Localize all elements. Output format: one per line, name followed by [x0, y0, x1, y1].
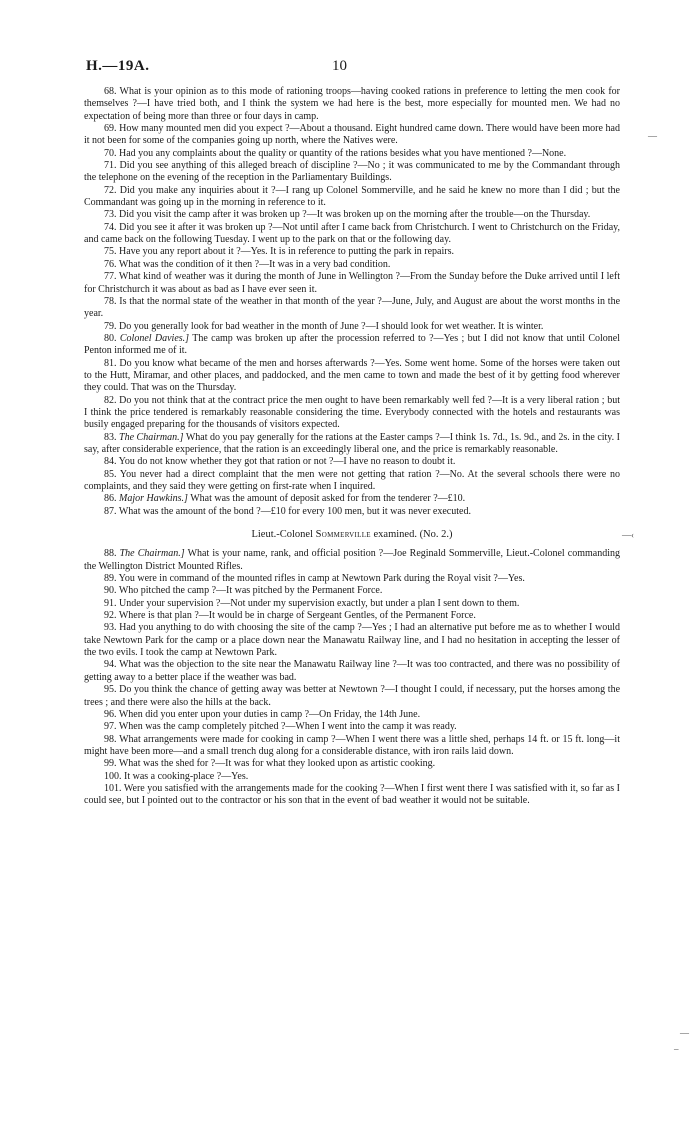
question-number: 96. [104, 708, 117, 720]
question-number: 99. [104, 758, 117, 770]
evidence-paragraph [84, 659, 620, 684]
evidence-paragraph [84, 573, 620, 585]
evidence-paragraph [84, 86, 620, 123]
paragraph-text: When was the camp completely pitched ?—When I went into the camp it was ready. [118, 721, 457, 733]
question-number: 73. [104, 209, 117, 221]
question-number: 76. [104, 258, 117, 270]
paragraph-text: What kind of weather was it during the month of June in Wellington ?—From the Sunday before the Duke arrived until I left for Christchurch it was about as bad as I have ever seen it. [84, 271, 620, 295]
paragraph-text: When did you enter upon your duties in camp ?—On Friday, the 14th June. [118, 708, 421, 720]
question-number: 88. [104, 548, 117, 560]
evidence-paragraph [84, 148, 620, 160]
document-reference: H.—19A. [86, 58, 150, 74]
question-number: 78. [104, 295, 117, 307]
evidence-paragraph [84, 721, 620, 733]
paragraph-text: Were you satisfied with the arrangements made for the cooking ?—When I first went there I was satisfied with it, so far as I could see, but I pointed out to the contractor or his son that in the event of bad weather it would not be suitable. [84, 782, 620, 807]
evidence-paragraph [84, 321, 620, 333]
evidence-paragraph [84, 395, 620, 432]
question-number: 92. [104, 610, 117, 622]
question-number: 91. [104, 597, 117, 609]
question-number: 83. [104, 431, 117, 443]
question-number: 70. [104, 147, 117, 159]
margin-mark: – [674, 1044, 679, 1054]
evidence-paragraph [84, 123, 620, 148]
question-number: 75. [104, 246, 117, 258]
paragraph-text: What was the objection to the site near the Manawatu Railway line ?—It was too contracted, and there was no possibility of getting away to a better place if the weather was bad. [84, 659, 620, 683]
paragraph-text: What was the condition of it then ?—It was in a very bad condition. [118, 258, 391, 270]
paragraph-text: Do you know what became of the men and horses afterwards ?—Yes. Some went home. Some of the horses were taken out to the Hutt, Miramar, and other places, and paddocked, and the men came to town and made the best of it by getting food wherever they could. That was on the Thursday. [84, 357, 621, 394]
question-number: 97. [104, 721, 117, 733]
evidence-paragraph [84, 209, 620, 221]
evidence-paragraph [84, 598, 620, 610]
paragraph-text: What was the amount of deposit asked for from the tenderer ?—£10. [187, 493, 466, 505]
speaker-name: Major Hawkins.] [119, 493, 188, 505]
witness-name: Sommerville [315, 529, 371, 541]
document-body [84, 86, 620, 808]
question-number: 100. [104, 770, 122, 782]
paragraph-text: You were in command of the mounted rifles in camp at Newtown Park during the Royal visit ?—Yes. [118, 573, 525, 585]
evidence-block-2 [84, 548, 620, 807]
evidence-paragraph [84, 333, 620, 358]
margin-mark: —‹ [622, 530, 634, 540]
paragraph-text: You never had a direct complaint that the men were not getting that ration ?—No. At the several schools there were no complaints, and they said they were getting on first-rate when I inquired. [84, 468, 620, 492]
evidence-paragraph [84, 734, 620, 759]
evidence-paragraph [84, 771, 620, 783]
paragraph-text: Where is that plan ?—It would be in charge of Sergeant Gentles, of the Permanent Force. [118, 610, 476, 622]
margin-mark: — [680, 1028, 689, 1038]
evidence-paragraph [84, 622, 620, 659]
paragraph-text: Did you visit the camp after it was broken up ?—It was broken up on the morning after the trouble—on the Thursday. [119, 209, 591, 221]
question-number: 82. [104, 394, 117, 406]
question-number: 90. [104, 585, 117, 597]
margin-mark: — [648, 131, 657, 141]
question-number: 68. [104, 86, 117, 97]
question-number: 81. [104, 357, 117, 369]
paragraph-text: The camp was broken up after the procession referred to ?—Yes ; but I did not know that until Colonel Penton informed me of it. [84, 332, 620, 357]
paragraph-text: Did you make any inquiries about it ?—I rang up Colonel Sommerville, and he said he knew no more than I did ; but the Commandant was going up in the morning in reference to it. [84, 184, 620, 209]
evidence-paragraph [84, 709, 620, 721]
question-number: 74. [104, 221, 117, 233]
evidence-paragraph [84, 758, 620, 770]
paragraph-text: Have you any report about it ?—Yes. It is in reference to putting the park in repairs. [119, 246, 454, 258]
paragraph-text: It was a cooking-place ?—Yes. [124, 770, 249, 782]
paragraph-text: Do you generally look for bad weather in the month of June ?—I should look for wet weather. It is winter. [119, 320, 544, 332]
question-number: 89. [104, 573, 117, 585]
evidence-paragraph [84, 585, 620, 597]
question-number: 85. [104, 468, 117, 480]
paragraph-text: What was the amount of the bond ?—£10 for every 100 men, but it was never executed. [118, 505, 471, 517]
paragraph-text: Did you see anything of this alleged breach of discipline ?—No ; it was communicated to me by the Commandant through the telephone on the evening of the reception in the Parliamentary Buildings. [84, 160, 620, 184]
question-number: 93. [104, 622, 117, 634]
speaker-name: The Chairman.] [119, 431, 184, 443]
speaker-name: Colonel Davies.] [119, 332, 190, 344]
evidence-paragraph [84, 456, 620, 468]
question-number: 94. [104, 659, 117, 671]
evidence-paragraph [84, 506, 620, 518]
evidence-block-1 [84, 86, 620, 518]
paragraph-text: What is your opinion as to this mode of rationing troops—having cooked rations in preference to letting the men cook for themselves ?—I have tried both, and I think the system we had here is the best, more especially for mounted men. We had no expectation of being more than three or four days in camp. [84, 86, 620, 122]
evidence-paragraph [84, 783, 620, 808]
evidence-paragraph [84, 358, 620, 395]
question-number: 95. [104, 684, 117, 696]
evidence-paragraph [84, 610, 620, 622]
page-number: 10 [332, 58, 347, 74]
question-number: 77. [104, 271, 117, 283]
paragraph-text: What is your name, rank, and official position ?—Joe Reginald Sommerville, Lieut.-Colonel commanding the Wellington District Mounted Rifles. [84, 548, 621, 572]
question-number: 86. [104, 493, 117, 505]
paragraph-text: Had you any complaints about the quality or quantity of the rations besides what you have mentioned ?—None. [119, 147, 567, 159]
question-number: 79. [104, 320, 117, 332]
question-number: 84. [104, 456, 117, 468]
paragraph-text: You do not know whether they got that ration or not ?—I have no reason to doubt it. [118, 456, 456, 468]
evidence-paragraph [84, 432, 620, 457]
paragraph-text: What do you pay generally for the rations at the Easter camps ?—I think 1s. 7d., 1s. 9d., and 2s. in the city. I say, after considerable experience, that the ration is an exceedingly liberal one, and the price is remarkably reasonable. [84, 431, 620, 455]
question-number: 72. [104, 184, 117, 196]
evidence-paragraph [84, 684, 620, 709]
evidence-paragraph [84, 246, 620, 258]
evidence-paragraph [84, 271, 620, 296]
paragraph-text: Do you think the chance of getting away was better at Newtown ?—I thought I could, if necessary, put the horses among the trees ; and there were also the hills at the back. [84, 684, 621, 708]
evidence-paragraph [84, 259, 620, 271]
question-number: 69. [104, 123, 117, 135]
paragraph-text: Who pitched the camp ?—It was pitched by the Permanent Force. [118, 585, 383, 597]
paragraph-text: Is that the normal state of the weather in that month of the year ?—June, July, and August are about the worst months in the year. [84, 295, 621, 320]
evidence-paragraph [84, 493, 620, 505]
speaker-name: The Chairman.] [119, 548, 185, 560]
paragraph-text: Did you see it after it was broken up ?—Not until after I came back from Christchurch. I went to Christchurch on the Friday, and came back on the following Tuesday. I went up to the park on that or the following day. [84, 221, 620, 246]
question-number: 87. [104, 505, 117, 517]
evidence-paragraph [84, 222, 620, 247]
question-number: 98. [104, 733, 117, 745]
evidence-paragraph [84, 548, 620, 573]
evidence-paragraph [84, 296, 620, 321]
paragraph-text: What was the shed for ?—It was for what they looked upon as artistic cooking. [118, 758, 436, 770]
question-number: 101. [104, 782, 122, 794]
question-number: 80. [104, 332, 117, 344]
paragraph-text: Do you not think that at the contract price the men ought to have been remarkably well fed ?—It is a very liberal ration ; but I think the price tendered is remarkably reasonable considering the time. Everybody connected with the hotels and restaurants was busily engaged preparing for the thousands of visitors expected. [84, 394, 620, 431]
evidence-paragraph [84, 185, 620, 210]
paragraph-text: What arrangements were made for cooking in camp ?—When I went there was a little shed, perhaps 14 ft. or 15 ft. long—it might have been more—and a small trench dug along for a considerable distance, with iron rails laid down. [84, 733, 620, 757]
section-heading: Lieut.-Colonel Sommerville examined. (No. 2.) [251, 529, 453, 541]
paragraph-text: Under your supervision ?—Not under my supervision exactly, but under a plan I sent down to them. [119, 597, 520, 609]
page-header [86, 58, 614, 78]
evidence-paragraph [84, 469, 620, 494]
evidence-paragraph [84, 160, 620, 185]
question-number: 71. [104, 160, 117, 172]
paragraph-text: How many mounted men did you expect ?—About a thousand. Eight hundred came down. There would have been more had it not been for some of the companies going up north, where the Natives were. [84, 123, 620, 147]
paragraph-text: Had you anything to do with choosing the site of the camp ?—Yes ; I had an alternative put before me as to whether I would take Newtown Park for the camp or a place down near the Manawatu Railway line, and I had no hesitation in accepting the lesser of the two evils. I took the camp at Newtown Park. [84, 622, 620, 659]
